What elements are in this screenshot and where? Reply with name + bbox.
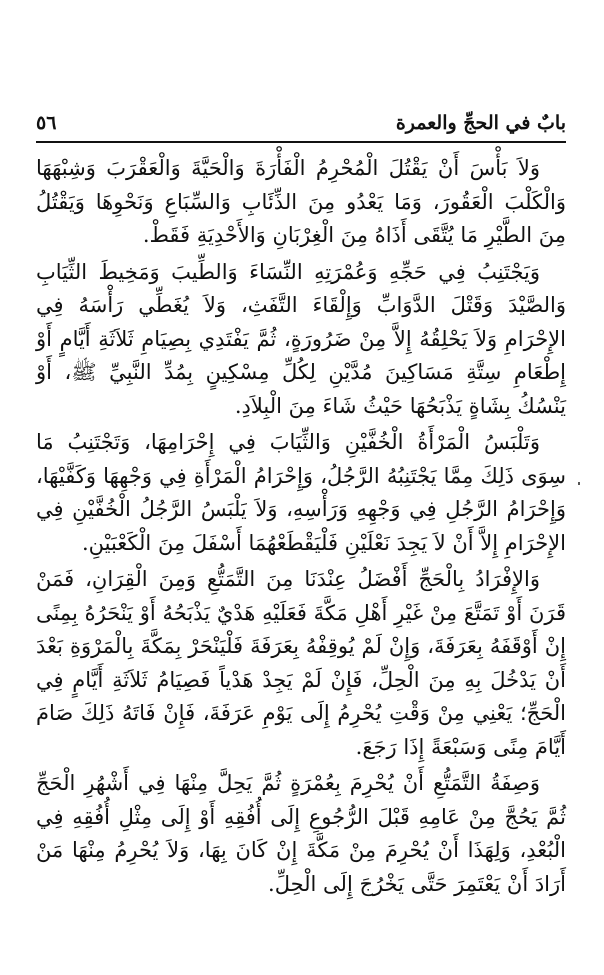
paragraph-prohibitions-of-ihram: وَيَجْتَنِبُ فِي حَجِّهِ وَعُمْرَتِهِ النِّسَاءَ وَالطِّيبَ وَمَخِيطَ الثِّيَابِ وَالصَّيْدَ وَقَتْلَ الدَّوَابِّ وَإِلْقَاءَ التَّفَثِ، وَلاَ يُغَطِّي رَأْسَهُ فِي الإِحْرَامِ وَلاَ يَحْلِقُهُ إِلاَّ مِنْ ضَرُورَةٍ، ثُمَّ يَفْتَدِي بِصِيَامِ ثَلاَثَةِ أَيَّامٍ أَوْ إِطْعَامِ سِتَّةِ مَسَاكِينَ مُدَّيْنِ لِكُلِّ مِسْكِينٍ بِمُدِّ النَّبِيِّ ﷺ، أَوْ يَنْسُكُ بِشَاةٍ يَذْبَحُهَا حَيْثُ شَاءَ مِنَ الْبِلاَدِ.	[36, 259, 566, 418]
paragraph-ifrad-tamattu-qiran: وَالإِفْرَادُ بِالْحَجِّ أَفْضَلُ عِنْدَنَا مِنَ التَّمَتُّعِ وَمِنَ الْقِرَانِ، فَمَنْ قَرَنَ أَوْ تَمَتَّعَ مِنْ غَيْرِ أَهْلِ مَكَّةَ فَعَلَيْهِ هَدْيٌ يَذْبَحُهُ أَوْ يَنْحَرُهُ بِمِنًى إِنْ أَوْقَفَهُ بِعَرَفَةَ، وَإِنْ لَمْ يُوقِفْهُ بِعَرَفَةَ فَلْيَنْحَرْ بِمَكَّةَ بِالْمَرْوَةِ بَعْدَ أَنْ يَدْخُلَ بِهِ مِنَ الْحِلِّ، فَإِنْ لَمْ يَجِدْ هَدْياً فَصِيَامُ ثَلاَثَةِ أَيَّامٍ فِي الْحَجِّ؛ يَعْنِي مِنْ وَقْتِ يُحْرِمُ إِلَى يَوْمِ عَرَفَةَ، فَإِنْ فَاتَهُ ذَلِكَ صَامَ أَيَّامَ مِنًى وَسَبْعَةً إِذَا رَجَعَ.	[36, 567, 566, 759]
header-divider	[36, 141, 566, 143]
body-text	[36, 152, 566, 904]
paragraph-killing-harmful-animals: وَلاَ بَأْسَ أَنْ يَقْتُلَ الْمُحْرِمُ الْفَأْرَةَ وَالْحَيَّةَ وَالْعَقْرَبَ وَشِبْهَهَا وَالْكَلْبَ الْعَقُورَ، وَمَا يَعْدُو مِنَ الذِّئَابِ وَالسِّبَاعِ وَنَحْوِهَا وَيَقْتُلُ مِنَ الطَّيْرِ مَا يُتَّقَى أَذَاهُ مِنَ الْغِرْبَانِ وَالأَحْدِيَةِ فَقَطْ.	[36, 156, 566, 247]
scan-speck	[578, 482, 580, 485]
page-number: ٥٦	[36, 112, 57, 134]
paragraph-description-of-tamattu: وَصِفَةُ التَّمَتُّعِ أَنْ يُحْرِمَ بِعُمْرَةٍ ثُمَّ يَحِلَّ مِنْهَا فِي أَشْهُرِ الْحَجِّ ثُمَّ يَحُجَّ مِنْ عَامِهِ قَبْلَ الرُّجُوعِ إِلَى أُفُقِهِ أَوْ إِلَى مِثْلِ أُفُقِهِ فِي الْبُعْدِ، وَلِهَذَا أَنْ يُحْرِمَ مِنْ مَكَّةَ إِنْ كَانَ بِهَا، وَلاَ يُحْرِمُ مِنْهَا مَنْ أَرَادَ أَنْ يَعْتَمِرَ حَتَّى يَخْرُجَ إِلَى الْحِلِّ.	[36, 771, 566, 896]
paragraph-woman-ihram: وَتَلْبَسُ الْمَرْأَةُ الْخُفَّيْنِ وَالثِّيَابَ فِي إِحْرَامِهَا، وَتَجْتَنِبُ مَا سِوَى ذَلِكَ مِمَّا يَجْتَنِبُهُ الرَّجُلُ، وَإِحْرَامُ الْمَرْأَةِ فِي وَجْهِهَا وَكَفَّيْهَا، وَإِحْرَامُ الرَّجُلِ فِي وَجْهِهِ وَرَأْسِهِ، وَلاَ يَلْبَسُ الرَّجُلُ الْخُفَّيْنِ فِي الإِحْرَامِ إِلاَّ أَنْ لاَ يَجِدَ نَعْلَيْنِ فَلْيَقْطَعْهُمَا أَسْفَلَ مِنَ الْكَعْبَيْنِ.	[36, 430, 566, 555]
running-header	[36, 108, 566, 138]
chapter-title: بابٌ في الحجِّ والعمرة	[395, 112, 566, 134]
